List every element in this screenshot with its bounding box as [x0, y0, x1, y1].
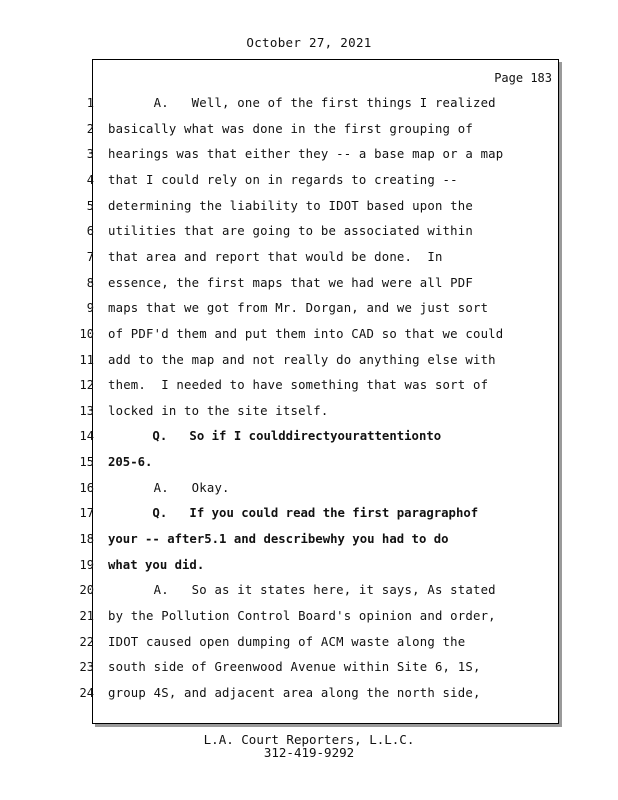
- line-text: them. I needed to have something that was sort of: [108, 378, 489, 392]
- line-text: group 4S, and adjacent area along the north side,: [108, 686, 481, 700]
- page-number: Page 183: [494, 71, 552, 85]
- line-number: 9: [86, 301, 94, 315]
- line-number: 24: [79, 686, 94, 700]
- line-number: 13: [79, 404, 94, 418]
- line-text: that area and report that would be done. In: [108, 250, 443, 264]
- line-number: 7: [86, 250, 94, 264]
- transcript-date: October 27, 2021: [246, 35, 372, 50]
- line-number: 21: [79, 609, 94, 623]
- line-text: maps that we got from Mr. Dorgan, and we just sort: [108, 301, 489, 315]
- line-number: 8: [86, 276, 94, 290]
- line-number: 6: [86, 224, 94, 238]
- line-text: what you did.: [108, 558, 205, 572]
- line-text: IDOT caused open dumping of ACM waste along the: [108, 635, 466, 649]
- line-number: 14: [79, 429, 94, 443]
- line-text: essence, the first maps that we had were all PDF: [108, 276, 473, 290]
- line-number: 23: [79, 660, 94, 674]
- line-text: utilities that are going to be associated within: [108, 224, 473, 238]
- footer-phone: 312-419-9292: [263, 745, 355, 760]
- line-number: 12: [79, 378, 94, 392]
- line-text: south side of Greenwood Avenue within Site 6, 1S,: [108, 660, 481, 674]
- line-text: determining the liability to IDOT based upon the: [108, 199, 473, 213]
- line-number: 19: [79, 558, 94, 572]
- line-number: 3: [86, 147, 94, 161]
- line-text: locked in to the site itself.: [108, 404, 329, 418]
- line-number: 18: [79, 532, 94, 546]
- line-number: 22: [79, 635, 94, 649]
- line-text: A. So as it states here, it says, As stated: [108, 583, 496, 597]
- line-number: 11: [79, 353, 94, 367]
- line-number: 17: [79, 506, 94, 520]
- line-number: 5: [86, 199, 94, 213]
- line-text: that I could rely on in regards to creating --: [108, 173, 458, 187]
- line-text: 205-6.: [108, 455, 153, 469]
- line-text: Q. So if I coulddirectyourattentionto: [108, 429, 442, 443]
- line-text: by the Pollution Control Board's opinion and order,: [108, 609, 496, 623]
- line-text: your -- after5.1 and describewhy you had to do: [108, 532, 449, 546]
- line-text: Q. If you could read the first paragraphof: [108, 506, 479, 520]
- line-number: 2: [86, 122, 94, 136]
- footer-company: L.A. Court Reporters, L.L.C.: [203, 732, 415, 747]
- line-text: A. Well, one of the first things I realized: [108, 96, 496, 110]
- line-text: of PDF'd them and put them into CAD so that we could: [108, 327, 504, 341]
- line-text: add to the map and not really do anything else with: [108, 353, 496, 367]
- line-number: 1: [86, 96, 94, 110]
- line-text: A. Okay.: [108, 481, 230, 495]
- line-number: 15: [79, 455, 94, 469]
- line-number: 4: [86, 173, 94, 187]
- line-text: hearings was that either they -- a base map or a map: [108, 147, 504, 161]
- line-number: 10: [79, 327, 94, 341]
- line-text: basically what was done in the first grouping of: [108, 122, 473, 136]
- line-number: 16: [79, 481, 94, 495]
- line-number: 20: [79, 583, 94, 597]
